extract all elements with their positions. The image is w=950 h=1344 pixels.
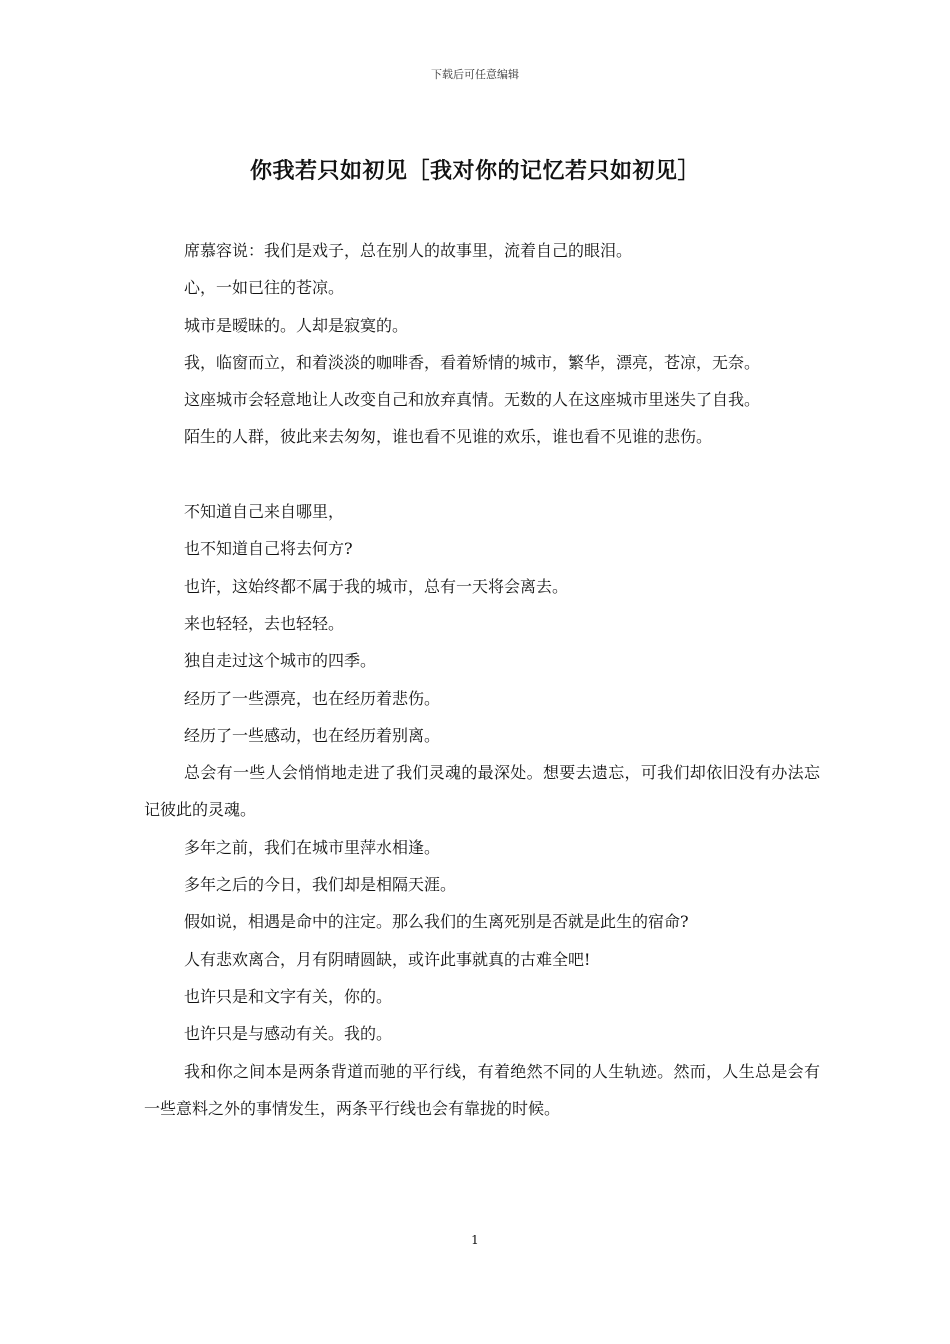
document-body	[144, 232, 820, 1127]
document-title: 你我若只如初见［我对你的记忆若只如初见］	[249, 158, 700, 184]
paragraph: 席慕容说：我们是戏子，总在别人的故事里，流着自己的眼泪。	[184, 241, 633, 260]
paragraph: 这座城市会轻意地让人改变自己和放弃真情。无数的人在这座城市里迷失了自我。	[184, 390, 761, 410]
header-note: 下载后可任意编辑	[431, 68, 519, 81]
paragraph: 经历了一些漂亮，也在经历着悲伤。	[184, 688, 441, 708]
paragraph: 也许只是与感动有关。我的。	[184, 1024, 393, 1044]
paragraph: 来也轻轻，去也轻轻。	[184, 613, 345, 633]
paragraph: 经历了一些感动，也在经历着别离。	[184, 725, 441, 745]
paragraph: 我和你之间本是两条背道而驰的平行线，有着绝然不同的人生轨迹。然而，人生总是会有一些意料之外的事情发生，两条平行线也会有靠拢的时候。	[144, 1061, 820, 1118]
paragraph: 我，临窗而立，和着淡淡的咖啡香，看着矫情的城市，繁华，漂亮，苍凉，无奈。	[184, 352, 761, 372]
paragraph: 人有悲欢离合，月有阴晴圆缺，或许此事就真的古难全吧!	[184, 949, 591, 969]
paragraph: 也许只是和文字有关，你的。	[184, 986, 393, 1006]
page-number: 1	[471, 1233, 479, 1247]
paragraph: 不知道自己来自哪里，	[184, 502, 345, 522]
paragraph: 城市是暧昧的。人却是寂寞的。	[184, 315, 409, 335]
paragraph: 也许，这始终都不属于我的城市，总有一天将会离去。	[184, 576, 569, 596]
paragraph: 独自走过这个城市的四季。	[184, 651, 377, 671]
paragraph: 心，一如已往的苍凉。	[184, 278, 345, 298]
paragraph: 也不知道自己将去何方?	[184, 539, 353, 559]
paragraph: 陌生的人群，彼此来去匆匆，谁也看不见谁的欢乐，谁也看不见谁的悲伤。	[184, 427, 713, 447]
paragraph: 多年之后的今日，我们却是相隔天涯。	[184, 875, 457, 895]
paragraph: 假如说，相遇是命中的注定。那么我们的生离死别是否就是此生的宿命?	[184, 912, 689, 932]
paragraph: 多年之前，我们在城市里萍水相逢。	[184, 837, 441, 857]
blank-line	[144, 456, 820, 493]
paragraph: 总会有一些人会悄悄地走进了我们灵魂的最深处。想要去遗忘，可我们却依旧没有办法忘记彼此的灵魂。	[144, 763, 820, 820]
